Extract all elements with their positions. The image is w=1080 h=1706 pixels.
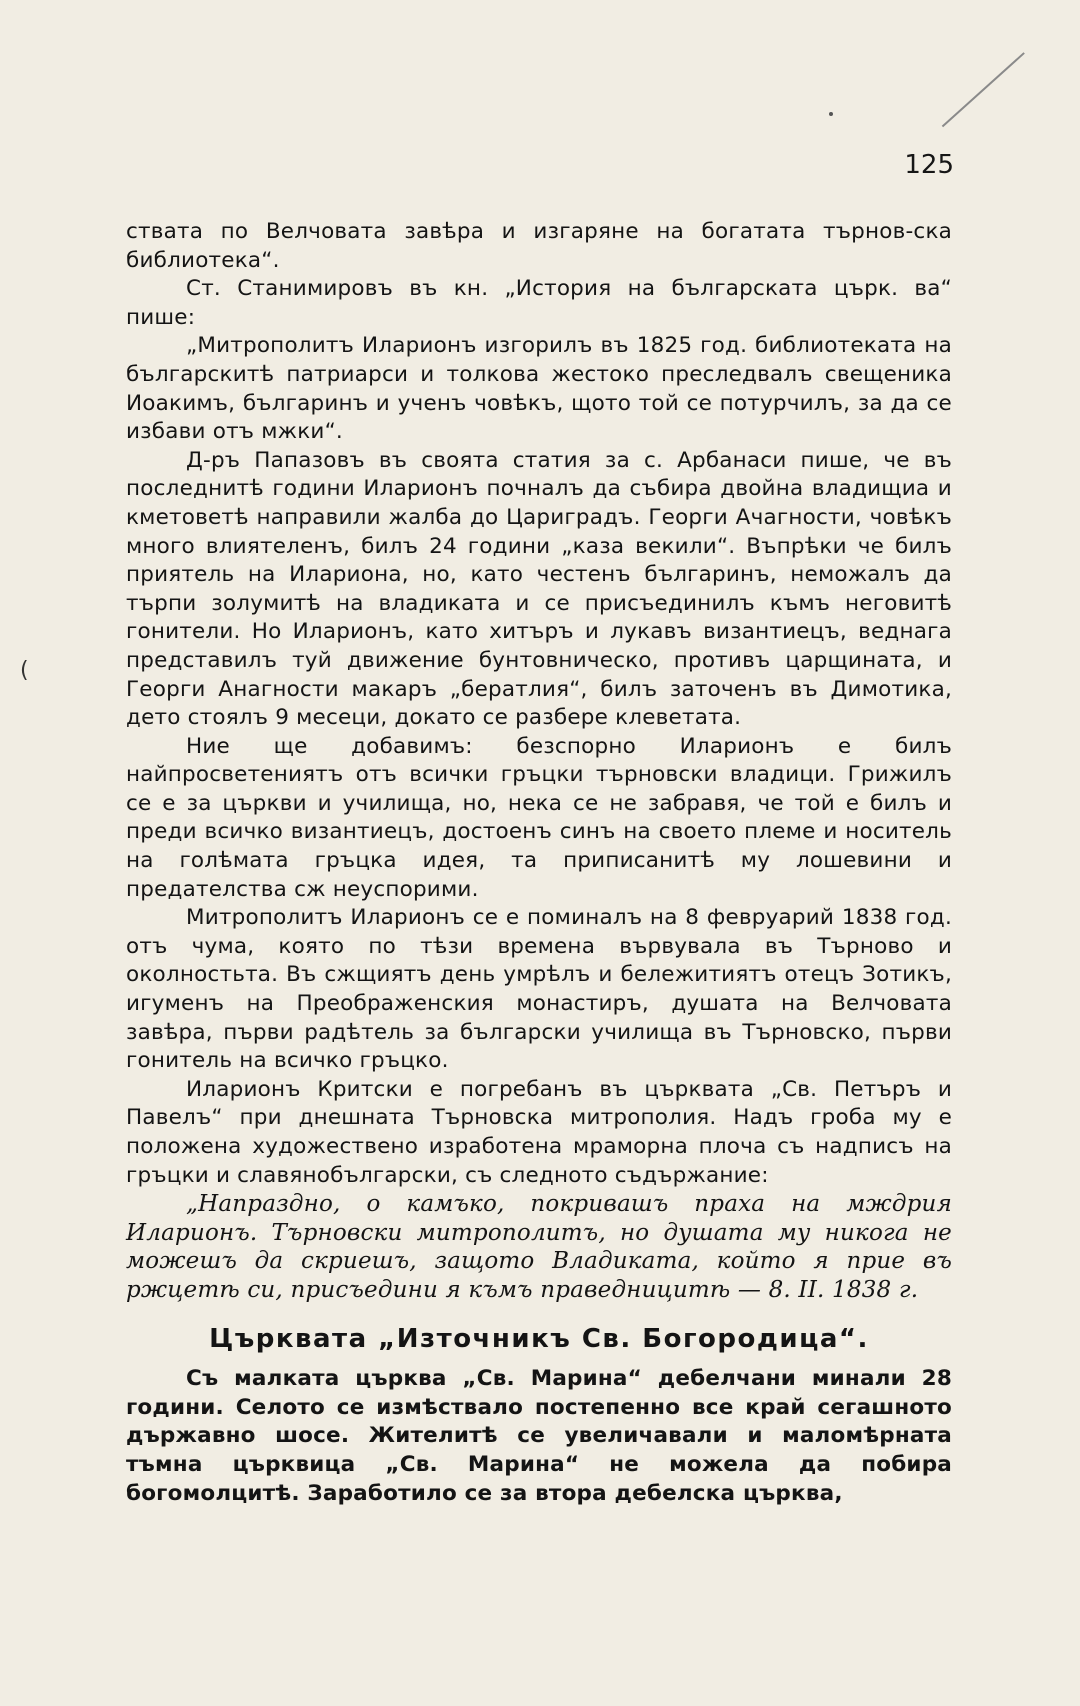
paragraph-quote-metropolitan: „Митрополитъ Иларионъ изгорилъ въ 1825 год. библиотеката на българскитѣ патриарси и толкова жестоко преследвалъ свещеника Иоакимъ, българинъ и ученъ човѣкъ, щото той се потурчилъ, за да се избави отъ мжки“.	[126, 333, 952, 445]
paragraph-addition: Ние ще добавимъ: безспорно Иларионъ е билъ найпросветениятъ отъ всички гръцки търновски владици. Грижилъ се е за църкви и училища, но, нека се не забравя, че той е билъ и преди всичко византиецъ, достоенъ синъ на своето племе и носитель на голѣмата гръцка идея, та приписанитѣ му лошевини и предателства сж неуспорими.	[126, 733, 952, 902]
paragraph-continued: ствата по Велчовата завѣра и изгаряне на богатата търнов-ска библиотека“.	[126, 219, 952, 273]
page-number: 125	[904, 150, 954, 180]
section-heading: Църквата „Източникъ Св. Богородица“.	[209, 1323, 869, 1354]
corner-pen-mark	[942, 52, 1025, 127]
paragraph-death: Митрополитъ Иларионъ се е поминалъ на 8 февруарий 1838 год. отъ чума, която по тѣзи времена вървувала въ Търново и околностьта. Въ сжщиятъ день умрѣлъ и бележитиятъ отецъ Зотикъ, игуменъ на Преображенския монастиръ, душата на Велчовата завѣра, първи радѣтель за български училища въ Търновско, първи гонитель на всичко гръцко.	[126, 905, 952, 1074]
paragraph-stanimirov: Ст. Станимировъ въ кн. „История на българската църк. ва“ пише:	[126, 276, 952, 330]
paragraph-burial: Иларионъ Критски е погребанъ въ църквата „Св. Петъръ и Павелъ“ при днешната Търновска митрополия. Надъ гроба му е положена художествено изработена мраморна плоча съ надписъ на гръцки и славянобългарски, съ следното съдържание:	[126, 1076, 952, 1188]
epitaph-inscription: „Напраздно, о камъко, покривашъ праха на мждрия Иларионъ. Търновски митрополитъ, но душата му никога не можешъ да скриешъ, защото Владиката, който я прие въ ржцетѣ си, присъедини я къмъ праведницитѣ — 8. II. 1838 г.	[126, 1191, 952, 1303]
paragraph-church: Съ малката църква „Св. Марина“ дебелчани минали 28 години. Селото се измѣствало постепенно все край сегашното държавно шосе. Жителитѣ се увеличавали и маломѣрната тъмна църквица „Св. Марина“ не можела да побира богомолцитѣ. Заработило се за втора дебелска църква,	[126, 1366, 952, 1506]
ink-speck	[829, 112, 833, 116]
body-text	[126, 218, 952, 1508]
paragraph-papazov: Д-ръ Папазовъ въ своята статия за с. Арбанаси пише, че въ последнитѣ години Иларионъ почналъ да събира двойна владищиа и кметоветѣ направили жалба до Цариградъ. Георги Ачагности, човѣкъ много влиятеленъ, билъ 24 години „каза векили“. Въпрѣки че билъ приятель на Илариона, но, като честенъ българинъ, неможалъ да търпи золумитѣ на владиката и се присъединилъ къмъ неговитѣ гонители. Но Иларионъ, като хитъръ и лукавъ византиецъ, веднага представилъ туй движение бунтовническо, противъ царщината, и Георги Анагности макаръ „бератлия“, билъ заточенъ въ Димотика, дето стоялъ 9 месеци, докато се разбере клеветата.	[126, 447, 952, 731]
margin-bracket-mark: (	[20, 658, 29, 683]
